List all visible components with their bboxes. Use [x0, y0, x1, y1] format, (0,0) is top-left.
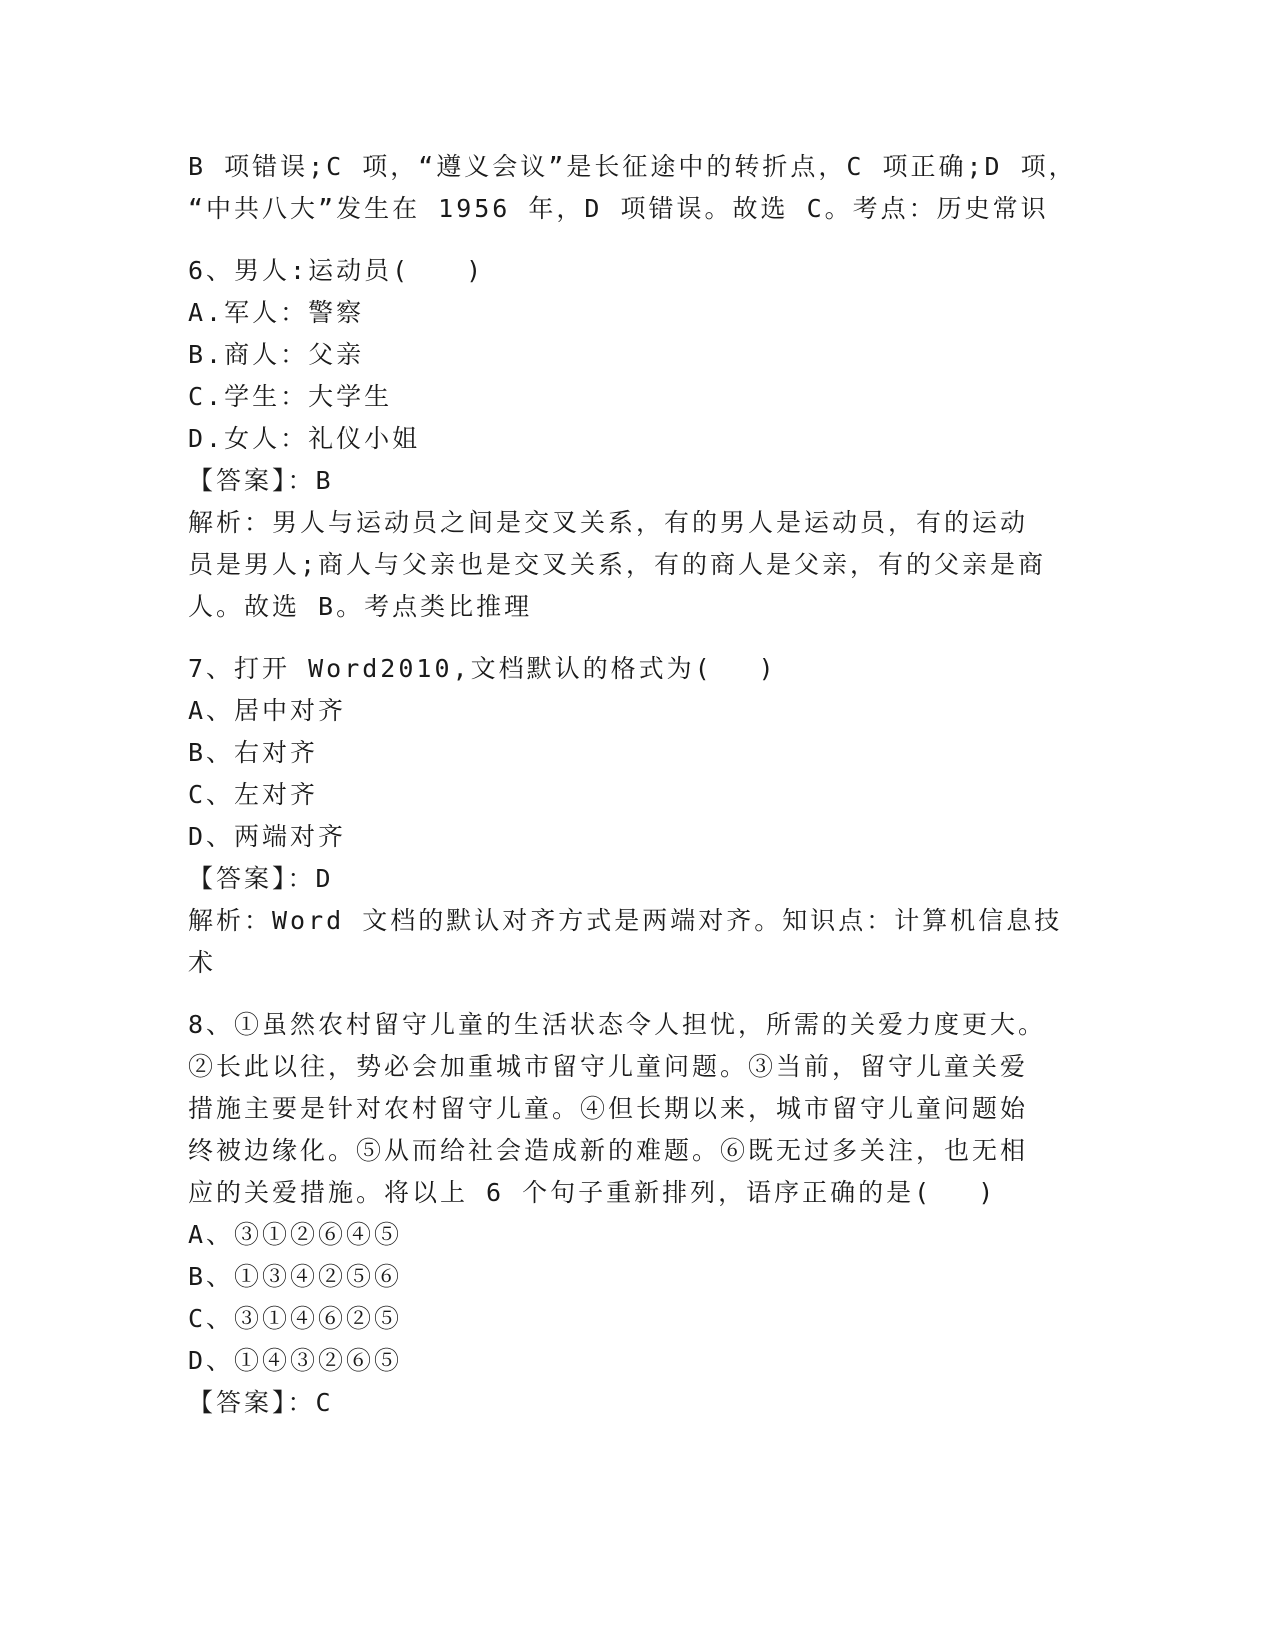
option-a: A、居中对齐 [188, 696, 347, 725]
question-line: ②长此以往，势必会加重城市留守儿童问题。③当前，留守儿童关爱 [188, 1052, 1029, 1081]
intro-explanation [188, 146, 1088, 230]
option-c: C.学生：大学生 [188, 382, 393, 411]
analysis-line: 解析：男人与运动员之间是交叉关系，有的男人是运动员，有的运动 [188, 508, 1029, 537]
option-a: A、③①②⑥④⑤ [188, 1220, 403, 1249]
option-b: B、右对齐 [188, 738, 319, 767]
question-8 [188, 1004, 1088, 1424]
answer: 【答案】：D [188, 864, 334, 893]
option-a: A.军人：警察 [188, 298, 365, 327]
option-c: C、③①④⑥②⑤ [188, 1304, 403, 1333]
question-text: 6、男人:运动员( ) [188, 256, 485, 285]
option-b: B、①③④②⑤⑥ [188, 1262, 403, 1291]
intro-line: B 项错误;C 项，“遵义会议”是长征途中的转折点，C 项正确;D 项， [188, 152, 1077, 181]
question-line: 8、①虽然农村留守儿童的生活状态令人担忧，所需的关爱力度更大。 [188, 1010, 1047, 1039]
option-b: B.商人：父亲 [188, 340, 365, 369]
option-c: C、左对齐 [188, 780, 319, 809]
option-d: D、①④③②⑥⑤ [188, 1346, 403, 1375]
option-d: D.女人：礼仪小姐 [188, 424, 421, 453]
analysis-line: 解析：Word 文档的默认对齐方式是两端对齐。知识点：计算机信息技 [188, 906, 1063, 935]
question-6 [188, 250, 1088, 628]
question-line: 措施主要是针对农村留守儿童。④但长期以来，城市留守儿童问题始 [188, 1094, 1029, 1123]
question-text: 7、打开 Word2010,文档默认的格式为( ) [188, 654, 777, 683]
answer: 【答案】：B [188, 466, 334, 495]
option-d: D、两端对齐 [188, 822, 347, 851]
intro-line: “中共八大”发生在 1956 年，D 项错误。故选 C。考点：历史常识 [188, 194, 1049, 223]
analysis-line: 术 [188, 948, 217, 977]
answer: 【答案】：C [188, 1388, 334, 1417]
question-line: 终被边缘化。⑤从而给社会造成新的难题。⑥既无过多关注，也无相 [188, 1136, 1029, 1165]
analysis-line: 人。故选 B。考点类比推理 [188, 592, 533, 621]
document-page [188, 146, 1088, 1424]
question-7 [188, 648, 1088, 984]
question-line: 应的关爱措施。将以上 6 个句子重新排列，语序正确的是( ) [188, 1178, 997, 1207]
analysis-line: 员是男人;商人与父亲也是交叉关系，有的商人是父亲，有的父亲是商 [188, 550, 1047, 579]
